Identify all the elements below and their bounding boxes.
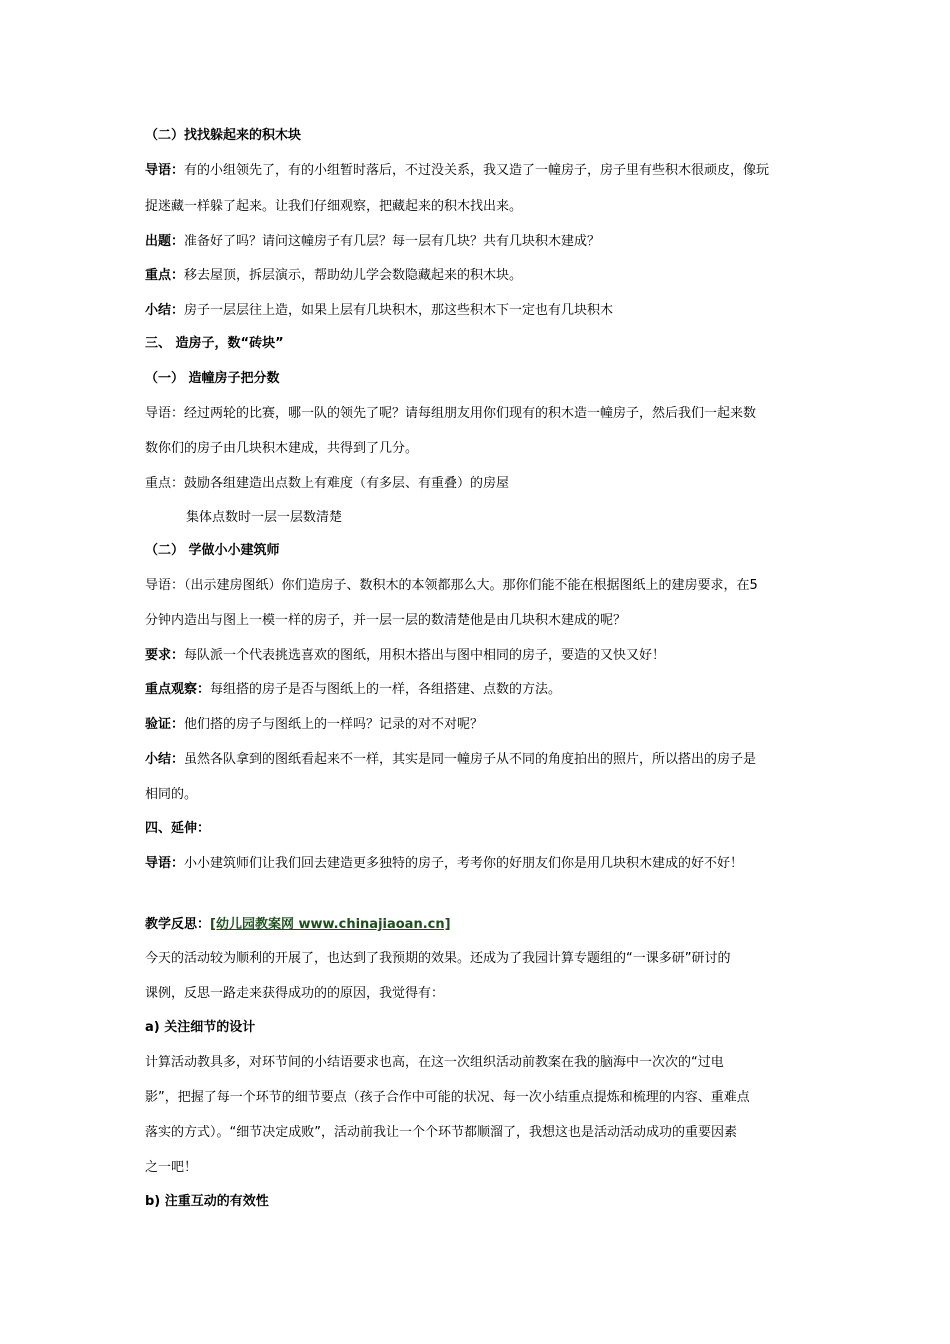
label: 重点： <box>145 268 185 283</box>
section-heading: 四、延伸： <box>145 821 211 836</box>
label: 验证： <box>145 717 185 732</box>
label: 要求： <box>145 648 185 663</box>
line-text: 小小建筑师们让我们回去建造更多独特的房子，考考你的好朋友们你是用几块积木建成的好不好！ <box>184 856 744 871</box>
paragraph-line <box>145 162 815 180</box>
paragraph-line <box>145 681 815 699</box>
paragraph-line: 课例，反思一路走来获得成功的的原因，我觉得有： <box>145 986 445 1001</box>
paragraph-line: 导语：（出示建房图纸）你们造房子、数积木的本领都那么大。那你们能不能在根据图纸上的建房要求，在5 <box>145 578 758 593</box>
line-text: 准备好了吗？请问这幢房子有几层？每一层有几块？共有几块积木建成？ <box>184 234 601 249</box>
paragraph-line <box>145 647 815 665</box>
paragraph-line <box>145 233 815 251</box>
subsection-heading: a) 关注细节的设计 <box>145 1020 256 1035</box>
line-text: 他们搭的房子与图纸上的一样吗？记录的对不对呢？ <box>184 717 484 732</box>
label: 导语： <box>145 163 185 178</box>
subsection-heading: b) 注重互动的有效性 <box>145 1194 269 1209</box>
paragraph-line: 计算活动教具多，对环节间的小结语要求也高，在这一次组织活动前教案在我的脑海中一次次的“过电 <box>145 1055 724 1070</box>
label: 重点观察： <box>145 682 211 697</box>
line-text: 有的小组领先了，有的小组暂时落后，不过没关系，我又造了一幢房子，房子里有些积木很顽皮，像玩 <box>184 163 770 178</box>
paragraph-line <box>145 716 815 734</box>
paragraph-line <box>145 302 815 320</box>
label: 教学反思： <box>145 917 211 932</box>
line-text: 每队派一个代表挑选喜欢的图纸，用积木搭出与图中相同的房子，要造的又快又好！ <box>184 648 666 663</box>
section-heading: （二）找找躲起来的积木块 <box>145 128 302 143</box>
paragraph-line: 捉迷藏一样躲了起来。让我们仔细观察，把藏起来的积木找出来。 <box>145 199 523 214</box>
section-heading: （一） 造幢房子把分数 <box>145 371 280 386</box>
line-text: 每组搭的房子是否与图纸上的一样，各组搭建、点数的方法。 <box>210 682 562 697</box>
site-link[interactable]: [幼儿园教案网 www.chinajiaoan.cn] <box>210 917 451 932</box>
line-text: 移去屋顶，拆层演示，帮助幼儿学会数隐藏起来的积木块。 <box>184 268 523 283</box>
paragraph-line: 数你们的房子由几块积木建成，共得到了几分。 <box>145 441 419 456</box>
paragraph-line: 分钟内造出与图上一模一样的房子，并一层一层的数清楚他是由几块积木建成的呢？ <box>145 613 627 628</box>
paragraph-line: 影”，把握了每一个环节的细节要点（孩子合作中可能的状况、每一次小结重点提炼和梳理的内容、重难点 <box>145 1090 750 1105</box>
section-heading: 三、 造房子，数“砖块” <box>145 336 284 351</box>
line-text: 虽然各队拿到的图纸看起来不一样，其实是同一幢房子从不同的角度拍出的照片，所以搭出的房子是 <box>184 752 757 767</box>
paragraph-line: 之一吧！ <box>145 1160 198 1175</box>
label: 出题： <box>145 234 185 249</box>
paragraph-line <box>145 267 815 285</box>
paragraph-line: 重点：鼓励各组建造出点数上有难度（有多层、有重叠）的房屋 <box>145 476 510 491</box>
label: 小结： <box>145 303 185 318</box>
paragraph-line: 集体点数时一层一层数清楚 <box>186 510 343 525</box>
paragraph-line <box>145 751 815 769</box>
section-heading: （二） 学做小小建筑师 <box>145 543 280 558</box>
paragraph-line <box>145 855 815 873</box>
paragraph-line: 落实的方式）。“细节决定成败”，活动前我让一个个环节都顺溜了，我想这也是活动活动成功的重要因素 <box>145 1125 737 1140</box>
paragraph-line: 导语：经过两轮的比赛，哪一队的领先了呢？请每组朋友用你们现有的积木造一幢房子，然后我们一起来数 <box>145 406 757 421</box>
paragraph-line: 今天的活动较为顺利的开展了，也达到了我预期的效果。还成为了我园计算专题组的“一课多研”研讨的 <box>145 951 731 966</box>
line-text: 房子一层层往上造，如果上层有几块积木，那这些积木下一定也有几块积木 <box>184 303 614 318</box>
reflection-heading <box>145 916 815 934</box>
label: 导语： <box>145 856 185 871</box>
label: 小结： <box>145 752 185 767</box>
paragraph-line: 相同的。 <box>145 787 198 802</box>
